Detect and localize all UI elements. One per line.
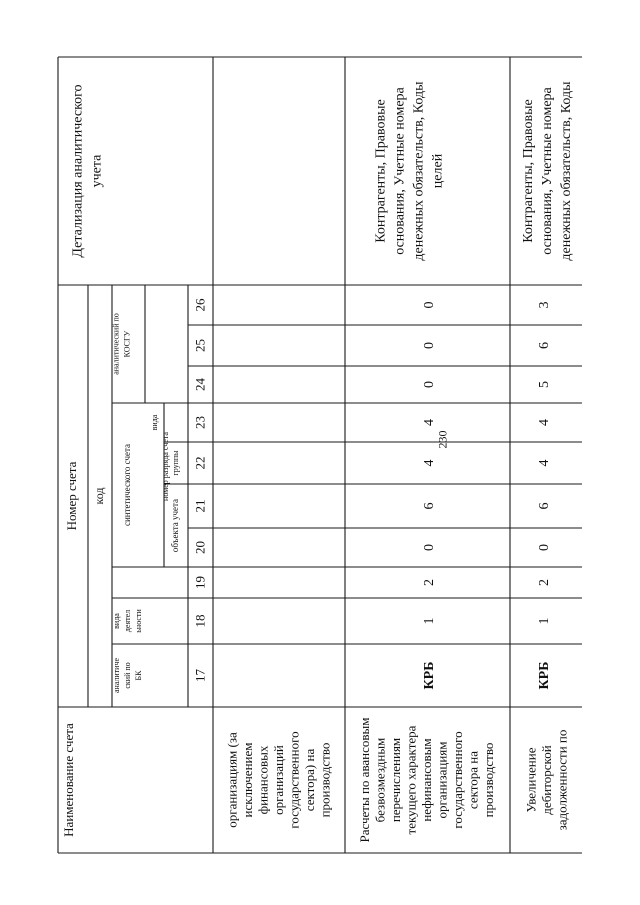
header-account-name: Наименование счета <box>60 723 76 837</box>
row-2-code-26: 0 <box>422 301 438 309</box>
row-2-name: государственного <box>449 731 465 829</box>
header-type: вида <box>149 414 159 431</box>
row-3-detail: Контрагенты, Правовые <box>521 99 537 243</box>
accounts-table-body <box>58 57 582 853</box>
row-3-code-26: 3 <box>537 301 553 309</box>
digit-number-26: 26 <box>192 298 208 312</box>
row-2-detail: целей <box>430 153 446 189</box>
row-1-name: исключением <box>239 742 255 818</box>
header-object: объекта учета <box>170 498 181 553</box>
header-synthetic: синтетического счета <box>122 443 133 527</box>
header-analytic-bk: БК <box>133 670 143 681</box>
header-detail: учета <box>89 154 105 188</box>
row-2-code-21: 6 <box>422 502 438 510</box>
digit-number-22: 22 <box>192 456 208 470</box>
row-3-code-22: 4 <box>537 459 553 467</box>
digit-number-18: 18 <box>192 614 208 628</box>
row-2-code-24: 0 <box>422 381 438 388</box>
row-3-name: задолженности по <box>554 729 570 831</box>
row-3-code-21: 6 <box>537 502 553 510</box>
row-2-code-22: 4 <box>422 459 438 467</box>
row-2-name: производство <box>480 742 496 818</box>
header-kosgu: аналитический по <box>111 313 121 375</box>
header-analytic-bk: аналитиче <box>111 657 121 694</box>
row-3-code-18: 1 <box>537 617 553 625</box>
row-2-detail: основания, Учетные номера <box>392 87 408 255</box>
page-number: 230 <box>435 430 450 449</box>
row-3-code-24: 5 <box>537 381 553 388</box>
row-2-detail: Контрагенты, Правовые <box>373 99 389 243</box>
header-code: код <box>91 487 106 505</box>
row-2-name: перечислениям <box>387 737 403 823</box>
header-activity: ьности <box>133 609 143 633</box>
header-digit-number: номер разряда счета <box>160 432 170 501</box>
row-3-code-25: 6 <box>537 342 553 349</box>
row-3-code-20: 0 <box>537 544 553 551</box>
header-kosgu: КОСГУ <box>122 330 132 358</box>
row-3-name: дебиторской <box>538 745 554 815</box>
row-1-name: сектора) на <box>301 748 317 812</box>
row-2-code-25: 0 <box>422 342 438 349</box>
row-3-detail: основания, Учетные номера <box>540 87 556 255</box>
row-3-name: Увеличение <box>523 747 539 813</box>
row-3-code-17: КРБ <box>537 661 553 690</box>
digit-number-17: 17 <box>192 669 208 682</box>
header-account-number: Номер счета <box>63 461 79 531</box>
row-2-name: нефинансовым <box>418 738 434 822</box>
header-analytic-bk: ский по <box>122 662 132 689</box>
row-1-name: государственного <box>286 731 302 829</box>
row-2-detail: денежных обязательств, Коды <box>411 81 427 261</box>
row-2-name: организациям <box>434 741 450 819</box>
header-activity: деятел <box>122 609 132 633</box>
row-1-name: финансовых <box>255 745 271 815</box>
row-2-name: безвозмездным <box>372 737 388 823</box>
row-2-code-23: 4 <box>422 419 438 426</box>
row-3-code-23: 4 <box>537 419 553 426</box>
row-2-code-19: 2 <box>422 579 438 586</box>
header-detail: Детализация аналитического <box>70 84 86 258</box>
row-2-code-17: КРБ <box>422 661 438 690</box>
digit-number-21: 21 <box>192 499 208 513</box>
digit-number-24: 24 <box>192 378 208 391</box>
digit-number-20: 20 <box>192 541 208 554</box>
row-2-name: текущего характера <box>403 725 419 835</box>
row-1-name: организаций <box>270 745 286 815</box>
row-2-code-18: 1 <box>422 617 438 625</box>
header-group: группы <box>170 450 180 476</box>
row-1-name: организациям (за <box>224 732 240 828</box>
header-activity: вида <box>111 613 121 629</box>
digit-number-23: 23 <box>192 416 208 429</box>
row-1-name: производство <box>317 742 333 818</box>
row-3-detail: денежных обязательств, Коды <box>559 81 575 261</box>
row-2-name: сектора на <box>465 750 481 810</box>
digit-number-25: 25 <box>192 339 208 352</box>
row-2-code-20: 0 <box>422 544 438 551</box>
digit-number-19: 19 <box>192 576 208 589</box>
row-3-code-19: 2 <box>537 579 553 586</box>
row-2-name: Расчеты по авансовым <box>356 717 372 843</box>
